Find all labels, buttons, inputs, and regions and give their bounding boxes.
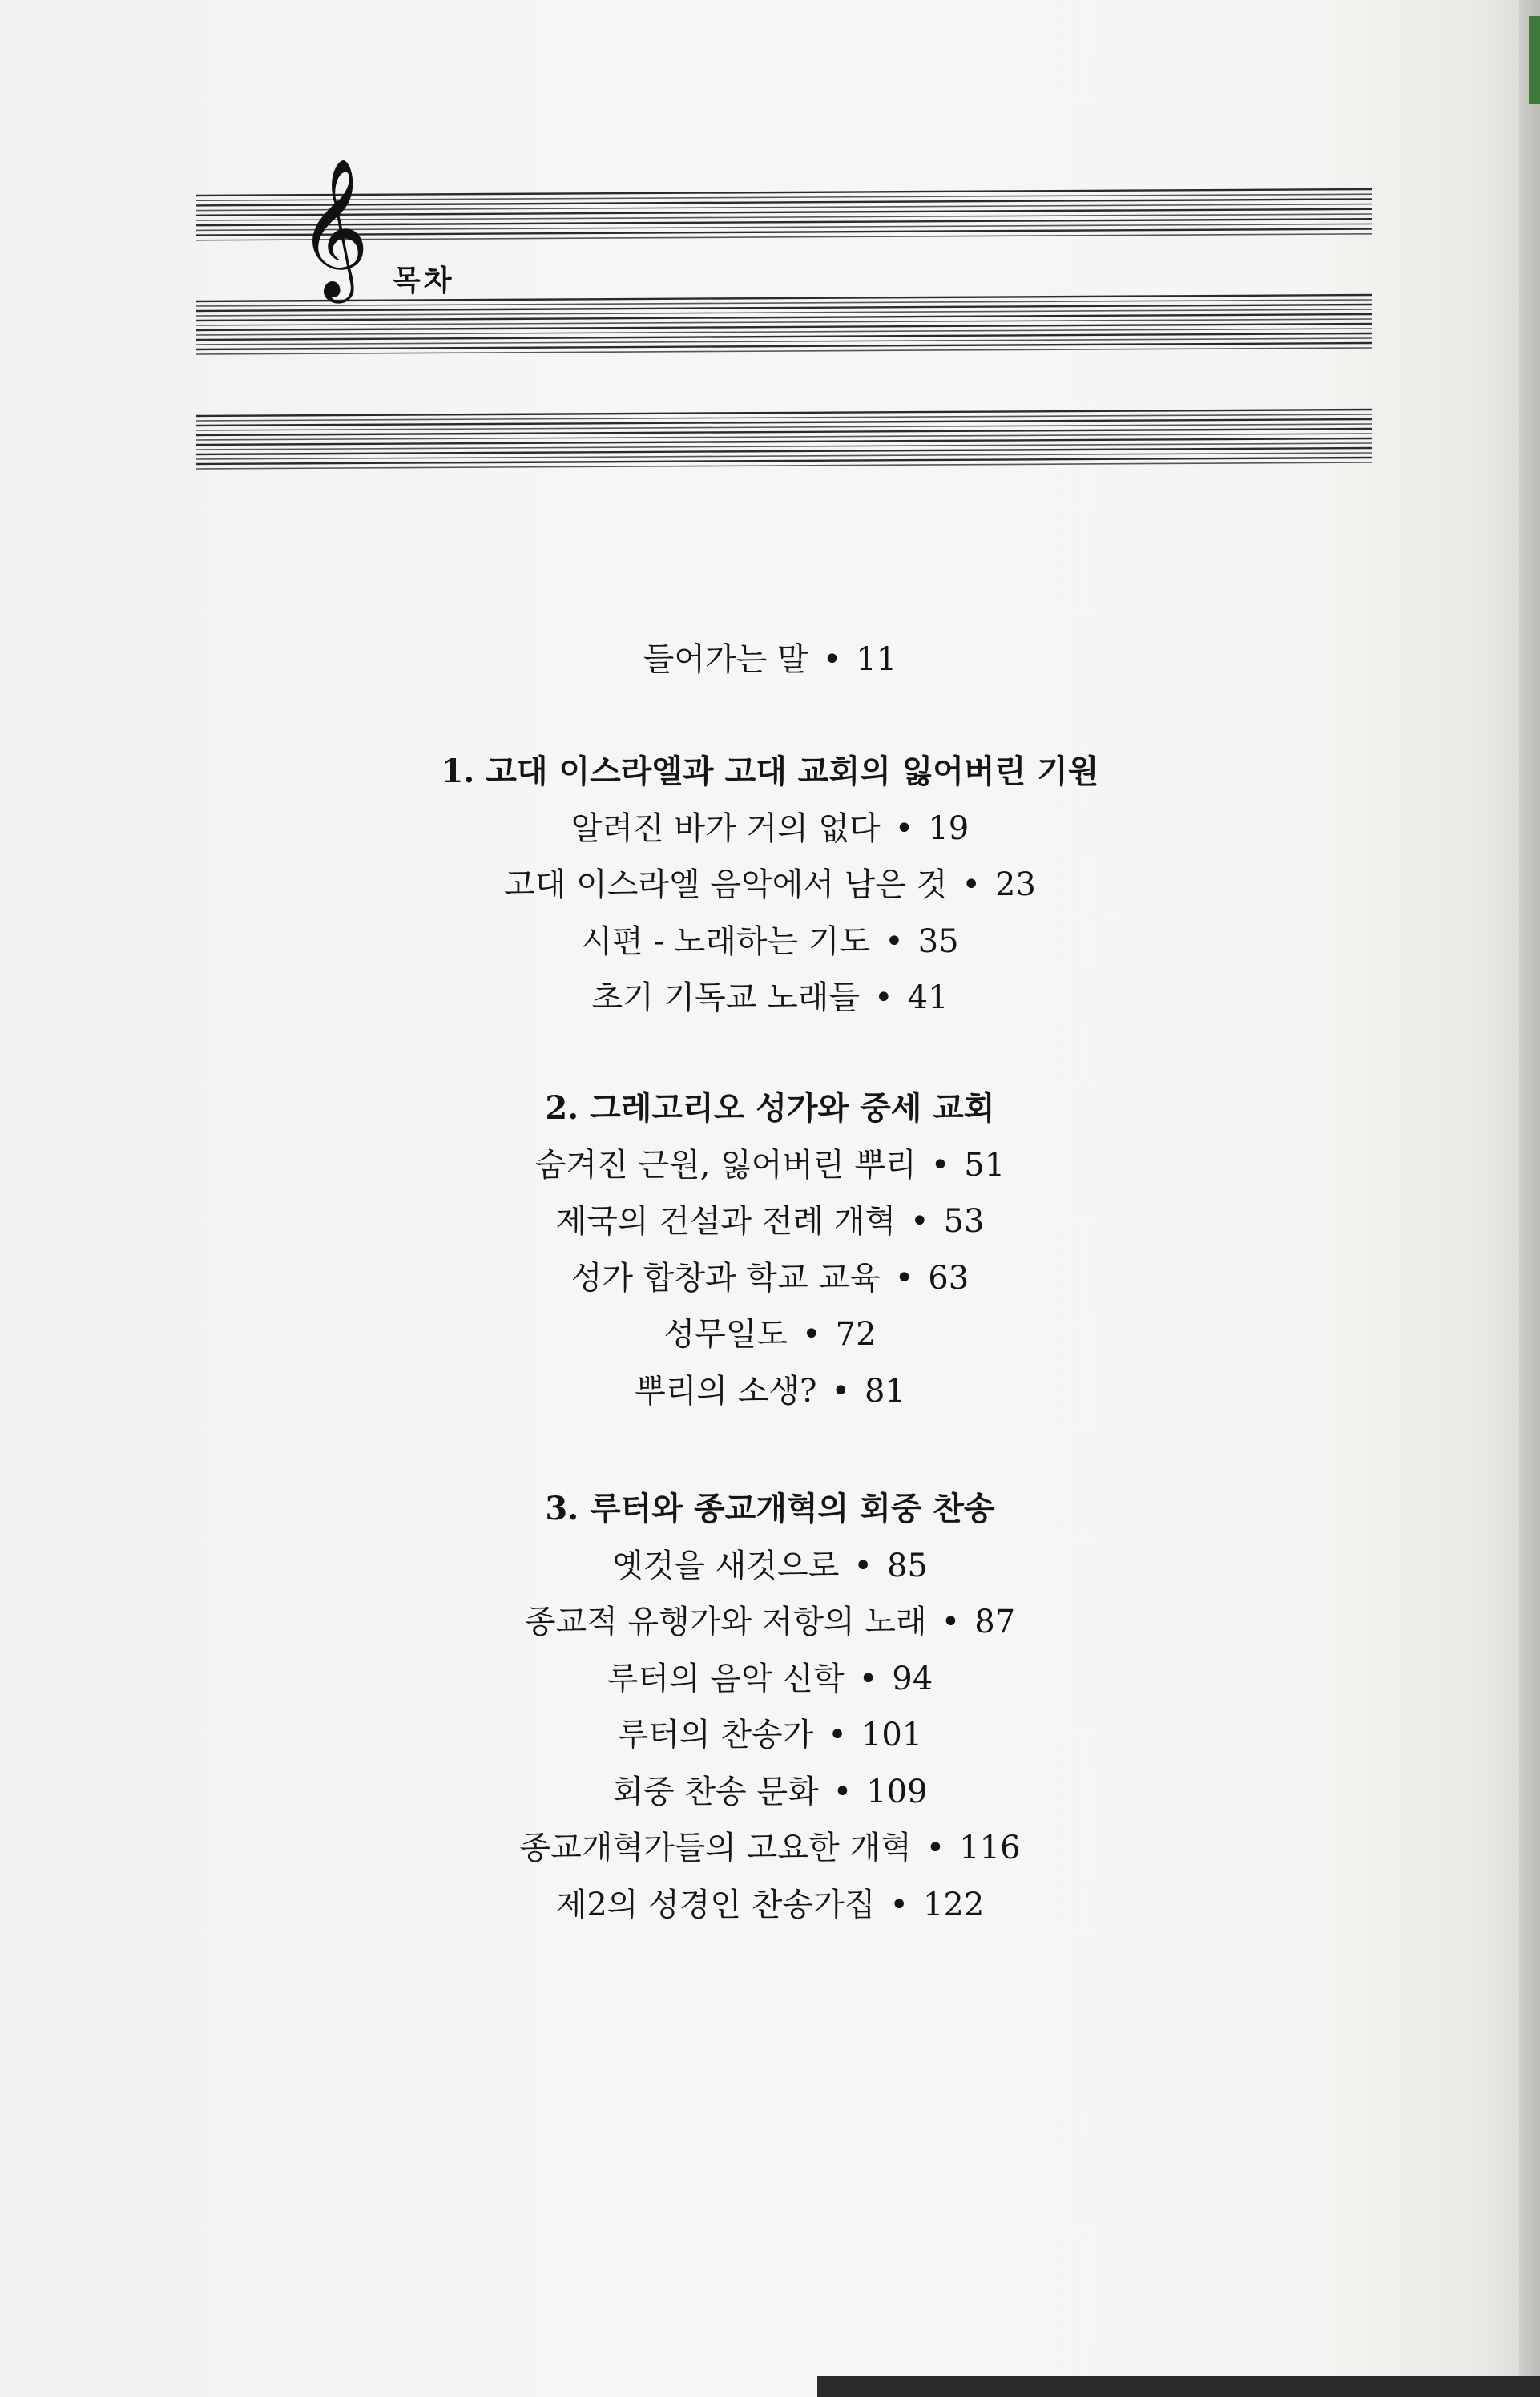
- toc-entry: [0, 862, 1540, 907]
- bullet-separator: •: [894, 809, 914, 847]
- entry-title: 제국의 건설과 전례 개혁: [555, 1203, 897, 1240]
- svg-text:𝄞: 𝄞: [298, 158, 369, 297]
- entry-page-number: 94: [892, 1660, 933, 1697]
- bullet-separator: •: [828, 1717, 847, 1753]
- entry-page-number: 11: [856, 641, 897, 678]
- entry-title: 숨겨진 근원, 잃어버린 뿌리: [534, 1146, 917, 1184]
- entry-title: 종교적 유행가와 저항의 노래: [524, 1604, 927, 1640]
- bullet-separator: •: [822, 641, 842, 678]
- entry-title: 초기 기독교 노래들: [591, 979, 861, 1016]
- page-title: 목차: [393, 264, 455, 297]
- chapter-title: 1. 고대 이스라엘과 고대 교회의 잃어버린 기원: [441, 753, 1099, 790]
- toc-entry: [0, 1143, 1540, 1188]
- bullet-separator: •: [925, 1830, 945, 1866]
- toc-entry: [0, 1600, 1540, 1644]
- bullet-separator: •: [885, 922, 904, 960]
- bullet-separator: •: [831, 1372, 851, 1410]
- entry-page-number: 122: [922, 1886, 985, 1923]
- treble-clef-icon: [298, 158, 369, 304]
- entry-page-number: 101: [861, 1717, 923, 1753]
- toc-entry: [0, 919, 1540, 964]
- toc-entry: [0, 1312, 1540, 1357]
- page-edge: [1519, 0, 1540, 2397]
- entry-page-number: 41: [907, 979, 949, 1016]
- toc-entry: [0, 975, 1540, 1020]
- toc-entry: [0, 1657, 1540, 1701]
- toc-entry: [0, 806, 1540, 851]
- toc-entry: [0, 1199, 1540, 1244]
- entry-page-number: 85: [886, 1547, 928, 1584]
- entry-title: 루터의 찬송가: [617, 1717, 814, 1753]
- chapter-title: 2. 그레고리오 성가와 중세 교회: [545, 1089, 995, 1127]
- toc-entry: [0, 1882, 1540, 1927]
- entry-title: 제2의 성경인 찬송가집: [555, 1886, 876, 1923]
- entry-page-number: 81: [865, 1372, 905, 1410]
- toc-entry: [0, 1713, 1540, 1757]
- entry-page-number: 35: [917, 922, 959, 960]
- toc-entry: [0, 1544, 1540, 1588]
- bullet-separator: •: [832, 1773, 853, 1810]
- bullet-separator: •: [802, 1316, 821, 1353]
- toc-entry: [0, 1369, 1540, 1414]
- background-edge: [817, 2376, 1540, 2397]
- toc-entry: [0, 1826, 1540, 1870]
- entry-title: 뿌리의 소생?: [635, 1372, 817, 1410]
- toc-entry: [0, 637, 1540, 682]
- entry-page-number: 23: [994, 866, 1036, 903]
- staff-header: [0, 0, 1540, 513]
- bullet-separator: •: [930, 1146, 950, 1184]
- entry-title: 회중 찬송 문화: [612, 1773, 819, 1810]
- toc-entry: [0, 1770, 1540, 1814]
- entry-title: 고대 이스라엘 음악에서 남은 것: [504, 866, 948, 903]
- entry-page-number: 63: [928, 1259, 970, 1297]
- entry-page-number: 51: [964, 1146, 1006, 1184]
- entry-title: 성가 합창과 학교 교육: [570, 1259, 881, 1297]
- entry-title: 시편 - 노래하는 기도: [581, 922, 871, 960]
- entry-page-number: 87: [974, 1604, 1016, 1640]
- bullet-separator: •: [858, 1660, 878, 1697]
- entry-title: 루터의 음악 신학: [607, 1660, 845, 1697]
- entry-title: 옛것을 새것으로: [612, 1547, 840, 1584]
- entry-page-number: 19: [928, 809, 970, 847]
- entry-page-number: 109: [866, 1773, 928, 1810]
- entry-title: 알려진 바가 거의 없다: [570, 809, 881, 847]
- bullet-separator: •: [874, 979, 893, 1016]
- bullet-separator: •: [941, 1604, 961, 1640]
- bullet-separator: •: [894, 1259, 914, 1297]
- toc-entry: [0, 1256, 1540, 1301]
- bullet-separator: •: [853, 1547, 873, 1584]
- entry-title: 들어가는 말: [643, 641, 808, 678]
- entry-title: 종교개혁가들의 고요한 개혁: [519, 1830, 912, 1866]
- bullet-separator: •: [889, 1886, 909, 1923]
- bullet-separator: •: [910, 1203, 929, 1240]
- entry-page-number: 116: [959, 1830, 1021, 1866]
- chapter-title: 3. 루터와 종교개혁의 회중 찬송: [545, 1490, 995, 1527]
- music-staff-decoration: [0, 0, 1540, 513]
- entry-title: 성무일도: [663, 1316, 788, 1353]
- entry-page-number: 53: [943, 1203, 985, 1240]
- entry-page-number: 72: [835, 1316, 877, 1353]
- bullet-separator: •: [961, 866, 981, 903]
